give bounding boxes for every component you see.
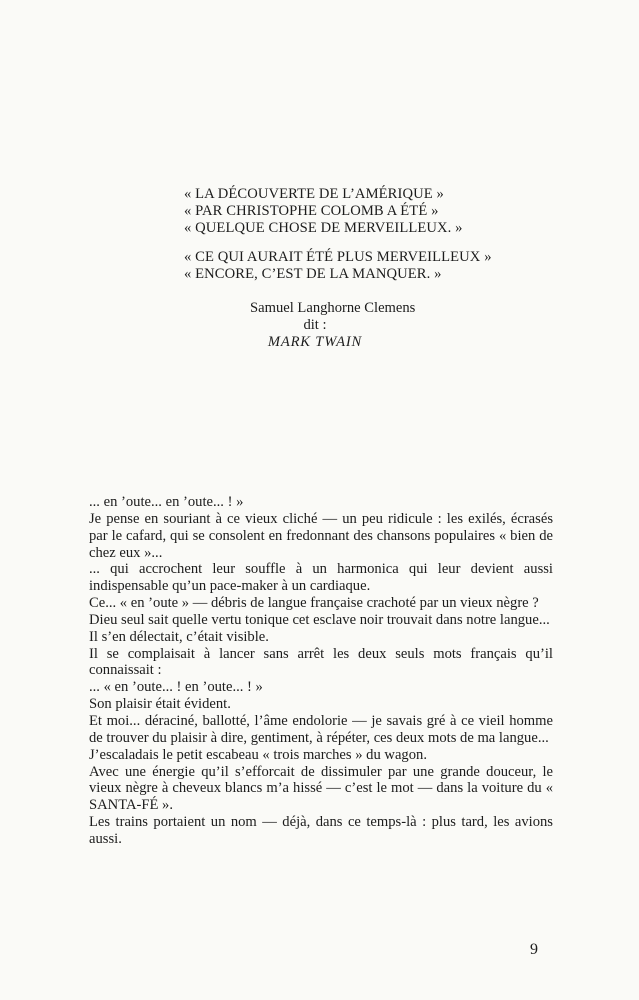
- author-real-name: Samuel Langhorne Clemens: [250, 300, 416, 316]
- author-said: dit :: [303, 317, 327, 333]
- paragraph: Ce... « en ’oute » — débris de langue française crachoté par un vieux nègre ?: [89, 595, 539, 612]
- paragraph: J’escaladais le petit escabeau « trois marches » du wagon.: [89, 746, 427, 763]
- epigraph-line: « QUELQUE CHOSE DE MERVEILLEUX. »: [184, 220, 463, 236]
- paragraph: ... en ’oute... en ’oute... ! »: [89, 494, 244, 510]
- epigraph: [184, 186, 574, 283]
- paragraph: Avec une énergie qu’il s’efforcait de dissimuler par une grande douceur, le vieux nègre à cheveux blancs m’a hissé — c’est le mot — dans la voiture du « SANTA-FÉ ».: [89, 763, 553, 814]
- paragraph: Les trains portaient un nom — déjà, dans ce temps-là : plus tard, les avions aussi.: [89, 814, 553, 847]
- author-pen-name: MARK TWAIN: [267, 334, 363, 350]
- paragraph: Et moi... déraciné, ballotté, l’âme endolorie — je savais gré à ce vieil homme de trouver du plaisir à dire, gentiment, à répéter, ces deux mots de ma langue...: [89, 712, 553, 746]
- epigraph-line: « PAR CHRISTOPHE COLOMB A ÉTÉ »: [184, 203, 439, 219]
- paragraph: Dieu seul sait quelle vertu tonique cet esclave noir trouvait dans notre langue...: [89, 611, 550, 628]
- epigraph-line: « LA DÉCOUVERTE DE L’AMÉRIQUE »: [184, 186, 444, 202]
- paragraph: Il s’en délectait, c’était visible.: [89, 628, 269, 645]
- page-number: 9: [530, 941, 538, 958]
- stanza-gap: [184, 237, 574, 249]
- paragraph: Il se complaisait à lancer sans arrêt les deux seuls mots français qu’il connaissait :: [89, 645, 553, 679]
- paragraph: Je pense en souriant à ce vieux cliché — un peu ridicule : les exilés, écrasés par le cafard, qui se consolent en fredonnant des chansons populaires « bien de chez eux »...: [89, 510, 553, 561]
- body-text: [89, 494, 553, 848]
- epigraph-line: « CE QUI AURAIT ÉTÉ PLUS MERVEILLEUX »: [184, 249, 492, 265]
- paragraph: ... « en ’oute... ! en ’oute... ! »: [89, 679, 263, 696]
- epigraph-line: « ENCORE, C’EST DE LA MANQUER. »: [184, 266, 442, 282]
- paragraph: Son plaisir était évident.: [89, 696, 231, 713]
- paragraph: ... qui accrochent leur souffle à un harmonica qui leur devient aussi indispensable qu’un pace-maker à un cardiaque.: [89, 561, 553, 595]
- attribution: [250, 300, 416, 351]
